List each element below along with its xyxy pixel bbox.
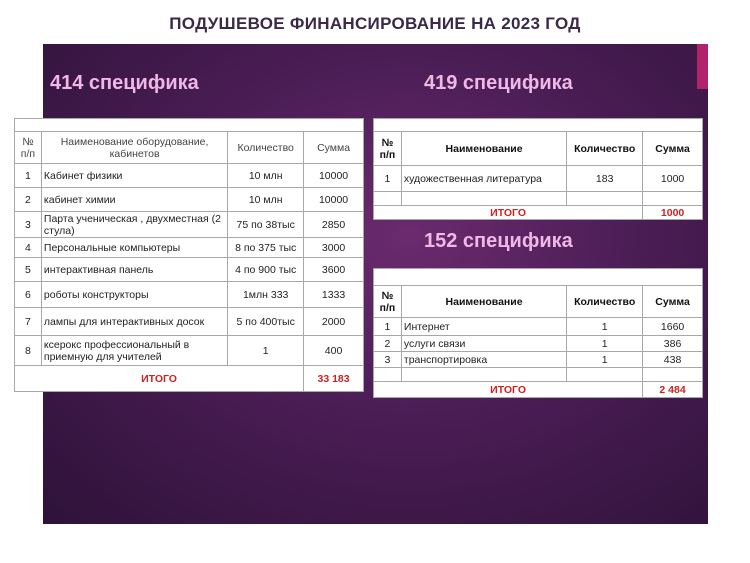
header-qty: Количество (567, 286, 643, 318)
cell: 10 млн (228, 188, 304, 212)
cell: 183 (567, 166, 643, 192)
table-414-topbar (14, 118, 364, 132)
cell: Парта ученическая , двухместная (2 стула) (41, 212, 227, 238)
cell: 3 (374, 352, 402, 368)
cell: 2000 (304, 308, 364, 336)
table-419 (373, 131, 703, 220)
cell: 1 (567, 336, 643, 352)
cell: 4 по 900 тыс (228, 258, 304, 282)
cell: 2 (374, 336, 402, 352)
heading-419: 419 специфика (424, 72, 573, 94)
total-row (15, 366, 364, 392)
cell: Кабинет физики (41, 164, 227, 188)
cell: 1 (374, 166, 402, 192)
cell: роботы конструкторы (41, 282, 227, 308)
cell: 10000 (304, 164, 364, 188)
total-value: 2 484 (643, 382, 703, 398)
cell: 3600 (304, 258, 364, 282)
header-qty: Количество (228, 132, 304, 164)
table-row (15, 212, 364, 238)
table-row (15, 238, 364, 258)
cell: интерактивная панель (41, 258, 227, 282)
cell: 3 (15, 212, 42, 238)
header-name: Наименование (401, 132, 566, 166)
total-value: 33 183 (304, 366, 364, 392)
cell: 1 (15, 164, 42, 188)
cell: 1333 (304, 282, 364, 308)
table-row-empty (374, 368, 703, 382)
table-row (374, 336, 703, 352)
heading-152: 152 специфика (424, 230, 573, 252)
cell: Персональные компьютеры (41, 238, 227, 258)
table-row (15, 282, 364, 308)
table-row (15, 336, 364, 366)
cell: 6 (15, 282, 42, 308)
header-name: Наименование (401, 286, 566, 318)
total-label: ИТОГО (374, 382, 643, 398)
table-row (15, 188, 364, 212)
cell: 75 по 38тыс (228, 212, 304, 238)
header-sum: Сумма (643, 286, 703, 318)
cell: 2 (15, 188, 42, 212)
total-row (374, 206, 703, 220)
header-num: № п/п (374, 132, 402, 166)
table-414 (14, 131, 364, 392)
cell: 8 (15, 336, 42, 366)
cell: 1 (228, 336, 304, 366)
cell: лампы для интерактивных досок (41, 308, 227, 336)
total-label: ИТОГО (374, 206, 643, 220)
table-row (15, 164, 364, 188)
header-num: № п/п (15, 132, 42, 164)
cell: художественная литература (401, 166, 566, 192)
cell: 1 (567, 318, 643, 336)
table-152 (373, 285, 703, 398)
cell: 7 (15, 308, 42, 336)
cell: 2850 (304, 212, 364, 238)
header-qty: Количество (567, 132, 643, 166)
table-419-topbar (373, 118, 703, 132)
cell: 438 (643, 352, 703, 368)
cell: 10000 (304, 188, 364, 212)
table-152-topbar (373, 268, 703, 286)
cell: ксерокс профессиональный в приемную для учителей (41, 336, 227, 366)
cell: 5 (15, 258, 42, 282)
table-row (374, 166, 703, 192)
cell: 386 (643, 336, 703, 352)
accent-bar (697, 44, 708, 89)
total-value: 1000 (643, 206, 703, 220)
cell: транспортировка (401, 352, 566, 368)
table-row (15, 308, 364, 336)
cell: Интернет (401, 318, 566, 336)
cell: 1660 (643, 318, 703, 336)
cell: 3000 (304, 238, 364, 258)
page-title: ПОДУШЕВОЕ ФИНАНСИРОВАНИЕ НА 2023 ГОД (169, 14, 581, 33)
cell: 4 (15, 238, 42, 258)
heading-414: 414 специфика (50, 72, 199, 94)
cell: 1000 (643, 166, 703, 192)
cell: 8 по 375 тыс (228, 238, 304, 258)
header-sum: Сумма (304, 132, 364, 164)
cell: кабинет химии (41, 188, 227, 212)
cell: 10 млн (228, 164, 304, 188)
table-row (374, 352, 703, 368)
table-row-empty (374, 192, 703, 206)
header-name: Наименование оборудование, кабинетов (41, 132, 227, 164)
cell: 1 (374, 318, 402, 336)
table-row (374, 318, 703, 336)
table-row (15, 258, 364, 282)
cell: 1млн 333 (228, 282, 304, 308)
cell: 5 по 400тыс (228, 308, 304, 336)
total-label: ИТОГО (15, 366, 304, 392)
cell: 400 (304, 336, 364, 366)
cell: услуги связи (401, 336, 566, 352)
header-sum: Сумма (643, 132, 703, 166)
header-num: № п/п (374, 286, 402, 318)
total-row (374, 382, 703, 398)
cell: 1 (567, 352, 643, 368)
